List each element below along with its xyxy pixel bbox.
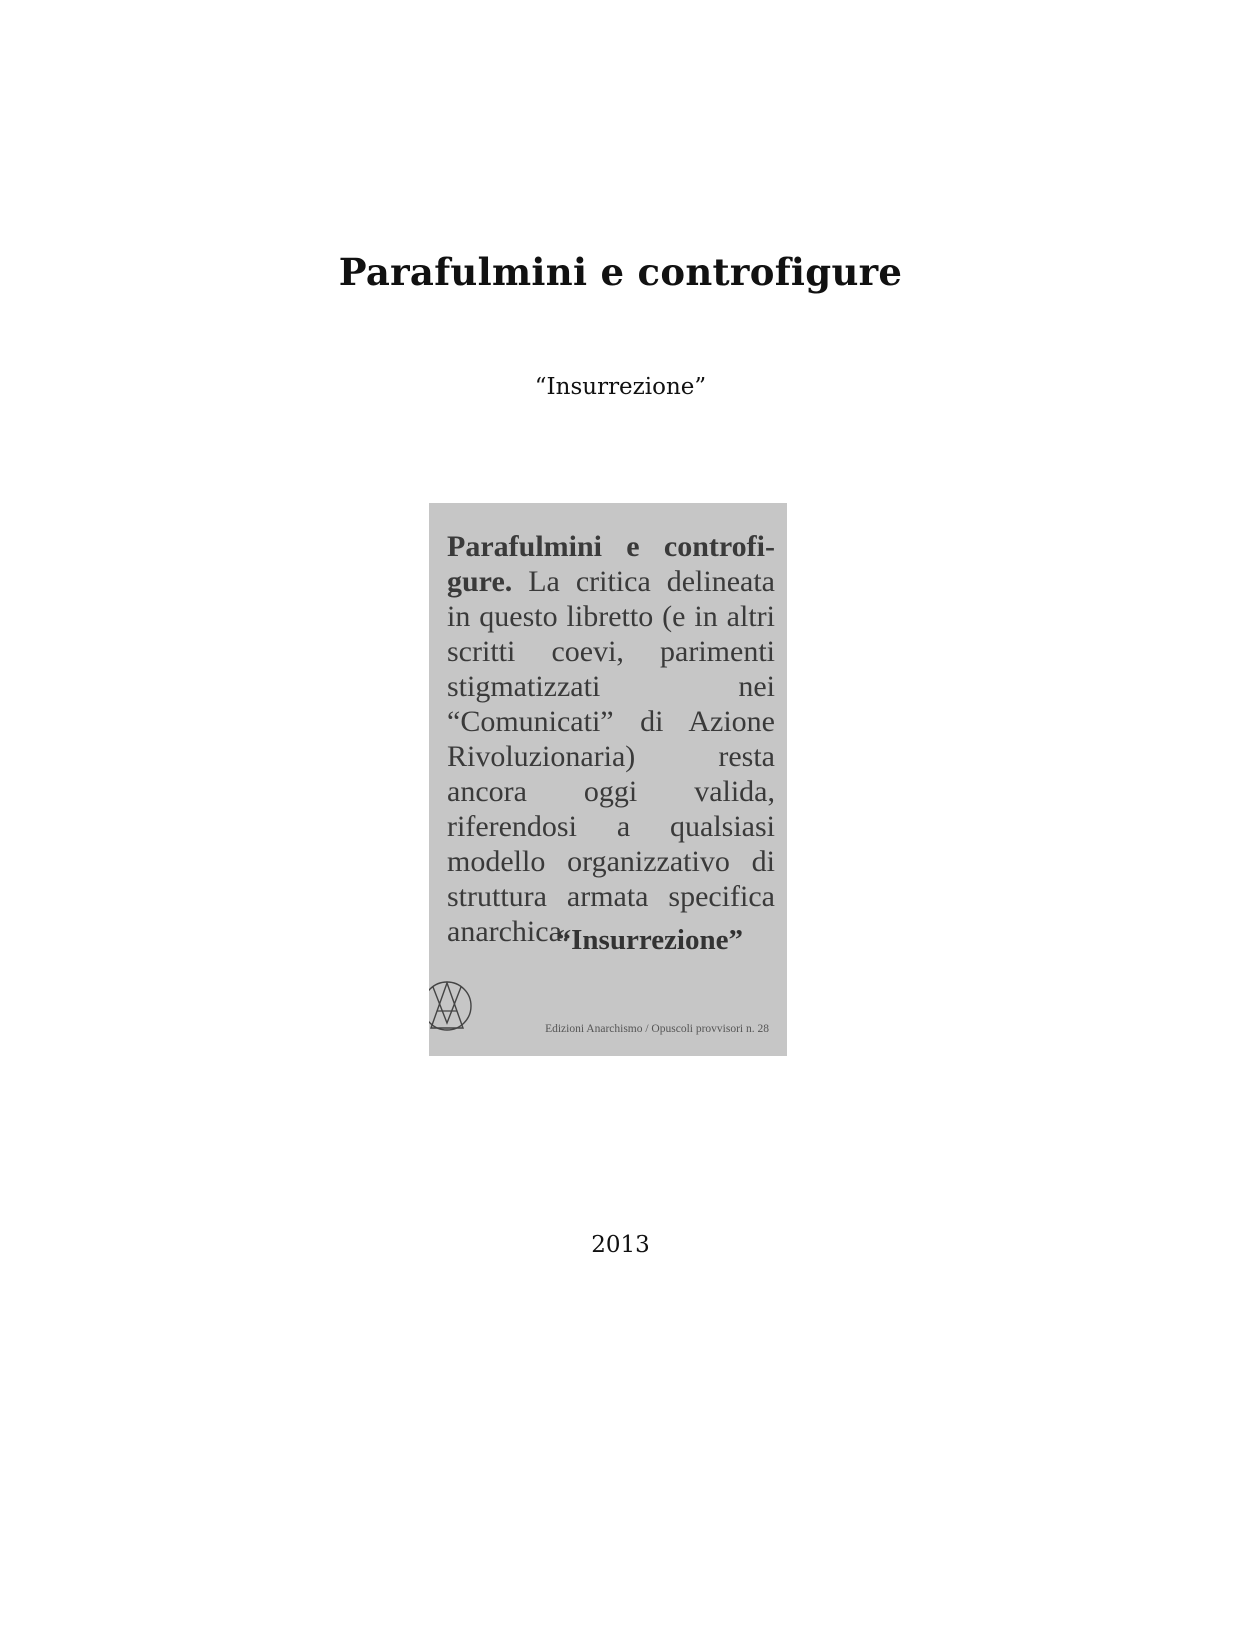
cover-text	[447, 529, 775, 949]
publication-year: 2013	[591, 1232, 650, 1258]
cover-imprint: Edizioni Anarchismo / Opuscoli provvisori n. 28	[545, 1023, 769, 1035]
cover-body: La critica delineata in questo libretto (e in altri scritti coevi, parimenti stigmatizzati nei “Comunicati” di Azione Rivoluzionaria) resta ancora oggi valida, riferendosi a qualsiasi modello organizzativo di struttura armata specifica anarchica.	[447, 565, 775, 948]
cover-image	[429, 503, 787, 1056]
author: “Insurrezione”	[534, 374, 707, 400]
cover-lead: Parafulmini e controfi-gure.	[447, 530, 775, 598]
cover-attribution: “Insurrezione”	[556, 924, 743, 956]
anarchism-circle-logo-icon	[429, 973, 473, 1039]
page-title: Parafulmini e controfigure	[338, 250, 903, 294]
